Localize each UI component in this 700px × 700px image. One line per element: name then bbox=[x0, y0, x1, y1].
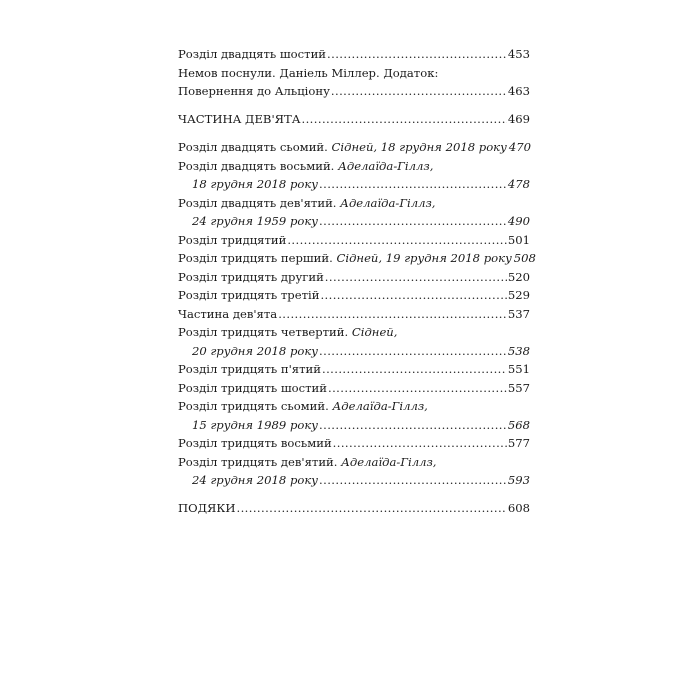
toc-entry-title: Розділ тридцятий bbox=[178, 232, 287, 247]
toc-entry bbox=[178, 323, 530, 342]
toc-page-number: 557 bbox=[507, 380, 530, 395]
toc-place-date: Аделаїда-Гіллз, bbox=[332, 399, 428, 413]
toc-page-number: 469 bbox=[507, 112, 530, 126]
toc-leader-dots bbox=[302, 110, 507, 129]
toc-entry-title: Повернення до Альціону bbox=[178, 84, 330, 98]
toc-entry-title: Розділ двадцять шостий bbox=[178, 47, 327, 61]
toc-entry-title: Розділ тридцять другий bbox=[178, 269, 324, 284]
toc-page-number: 453 bbox=[507, 47, 530, 61]
toc-chapter-label: Розділ двадцять сьомий. bbox=[178, 140, 328, 154]
toc-page-number: 538 bbox=[507, 343, 530, 358]
toc-entry-title bbox=[178, 157, 433, 176]
toc-leader-dots bbox=[287, 231, 507, 250]
toc-place-date: Аделаїда-Гіллз, bbox=[340, 195, 436, 210]
toc-place-date: Сідней, 18 грудня 2018 року bbox=[331, 140, 507, 154]
toc-place-date: 24 грудня 1959 року bbox=[192, 214, 319, 228]
toc-leader-dots bbox=[320, 286, 506, 305]
toc-entry-title: Розділ тридцять третій bbox=[178, 288, 320, 302]
toc-page-number: 501 bbox=[507, 232, 530, 247]
toc-leader-dots bbox=[333, 434, 507, 453]
toc-entry bbox=[178, 360, 530, 379]
toc-entry-title bbox=[178, 323, 397, 342]
toc-leader-dots bbox=[319, 342, 507, 361]
toc-page-number: 478 bbox=[507, 177, 530, 191]
toc-leader-dots bbox=[278, 305, 507, 324]
toc-page-number: 508 bbox=[513, 251, 536, 265]
toc-entry-title: Розділ тридцять восьмий bbox=[178, 436, 332, 450]
toc-entry-title bbox=[178, 453, 436, 472]
toc-leader-dots bbox=[322, 360, 507, 379]
toc-chapter-label: Розділ тридцять дев'ятий. bbox=[178, 454, 338, 469]
toc-entry bbox=[178, 397, 530, 416]
toc-page-number: 593 bbox=[507, 473, 530, 487]
toc-entry bbox=[178, 286, 530, 305]
toc-entry bbox=[178, 231, 530, 250]
toc-page-number: 551 bbox=[507, 362, 530, 376]
toc-entry bbox=[178, 212, 530, 231]
toc-entry-title bbox=[178, 194, 436, 213]
toc-entry bbox=[178, 64, 530, 83]
toc-entry bbox=[178, 342, 530, 361]
toc-page-number: 463 bbox=[507, 84, 530, 98]
toc-entry bbox=[178, 471, 530, 490]
toc-entry bbox=[178, 434, 530, 453]
toc-leader-dots bbox=[327, 45, 507, 64]
toc-part-heading bbox=[178, 110, 530, 129]
toc-leader-dots bbox=[319, 175, 507, 194]
toc-entry-title bbox=[178, 397, 428, 416]
toc-place-date: Аделаїда-Гіллз, bbox=[341, 454, 437, 469]
toc-entry bbox=[178, 453, 530, 472]
toc-entry bbox=[178, 249, 536, 268]
toc-entry-title: Немов поснули. Даніель Міллер. Додаток: bbox=[178, 65, 439, 80]
toc-page-number: 529 bbox=[507, 288, 530, 302]
toc-entry-title: ЧАСТИНА ДЕВ'ЯТА bbox=[178, 112, 301, 126]
toc-entry-title: Частина дев'ята bbox=[178, 306, 278, 321]
toc-entry-title bbox=[178, 249, 512, 268]
toc-leader-dots bbox=[319, 212, 507, 231]
toc-entry bbox=[178, 194, 530, 213]
toc-place-date: Сідней, bbox=[351, 325, 398, 339]
toc-place-date: 15 грудня 1989 року bbox=[192, 417, 319, 432]
toc-chapter-label: Розділ тридцять сьомий. bbox=[178, 399, 329, 413]
toc-entry bbox=[178, 305, 530, 324]
toc-page-number: 568 bbox=[507, 417, 530, 432]
toc-leader-dots bbox=[328, 379, 507, 398]
toc-page-number: 490 bbox=[507, 214, 530, 228]
toc-chapter-label: Розділ тридцять четвертий. bbox=[178, 325, 349, 339]
toc-leader-dots bbox=[331, 82, 507, 101]
toc-entry bbox=[178, 175, 530, 194]
toc-page-number: 520 bbox=[507, 269, 530, 284]
toc-chapter-label: Розділ двадцять восьмий. bbox=[178, 158, 335, 173]
toc-page-number: 470 bbox=[508, 140, 531, 154]
toc-entry-title: ПОДЯКИ bbox=[178, 501, 236, 515]
toc-place-date: Аделаїда-Гіллз, bbox=[338, 158, 434, 173]
toc-place-date: Сідней, 19 грудня 2018 року bbox=[336, 251, 512, 265]
toc-chapter-label: Розділ двадцять дев'ятий. bbox=[178, 195, 337, 210]
toc-entry bbox=[178, 45, 530, 64]
toc-leader-dots bbox=[319, 416, 507, 435]
toc-page-number: 577 bbox=[507, 436, 530, 450]
toc-page-number: 608 bbox=[507, 501, 530, 515]
table-of-contents bbox=[178, 45, 536, 518]
toc-acknowledgements bbox=[178, 499, 530, 518]
toc-entry-title: Розділ тридцять шостий bbox=[178, 380, 328, 395]
toc-chapter-label: Розділ тридцять перший. bbox=[178, 251, 333, 265]
toc-leader-dots bbox=[325, 268, 507, 287]
toc-entry bbox=[178, 82, 530, 101]
toc-entry-title: Розділ тридцять п'ятий bbox=[178, 362, 321, 376]
toc-entry bbox=[178, 138, 530, 157]
toc-entry bbox=[178, 416, 530, 435]
toc-entry-title bbox=[178, 138, 507, 157]
toc-page-number: 537 bbox=[507, 306, 530, 321]
toc-place-date: 18 грудня 2018 року bbox=[192, 177, 319, 191]
toc-entry bbox=[178, 268, 530, 287]
toc-entry bbox=[178, 379, 530, 398]
toc-leader-dots bbox=[237, 499, 507, 518]
toc-place-date: 24 грудня 2018 року bbox=[192, 473, 319, 487]
toc-place-date: 20 грудня 2018 року bbox=[192, 343, 319, 358]
toc-leader-dots bbox=[319, 471, 507, 490]
toc-entry bbox=[178, 157, 530, 176]
